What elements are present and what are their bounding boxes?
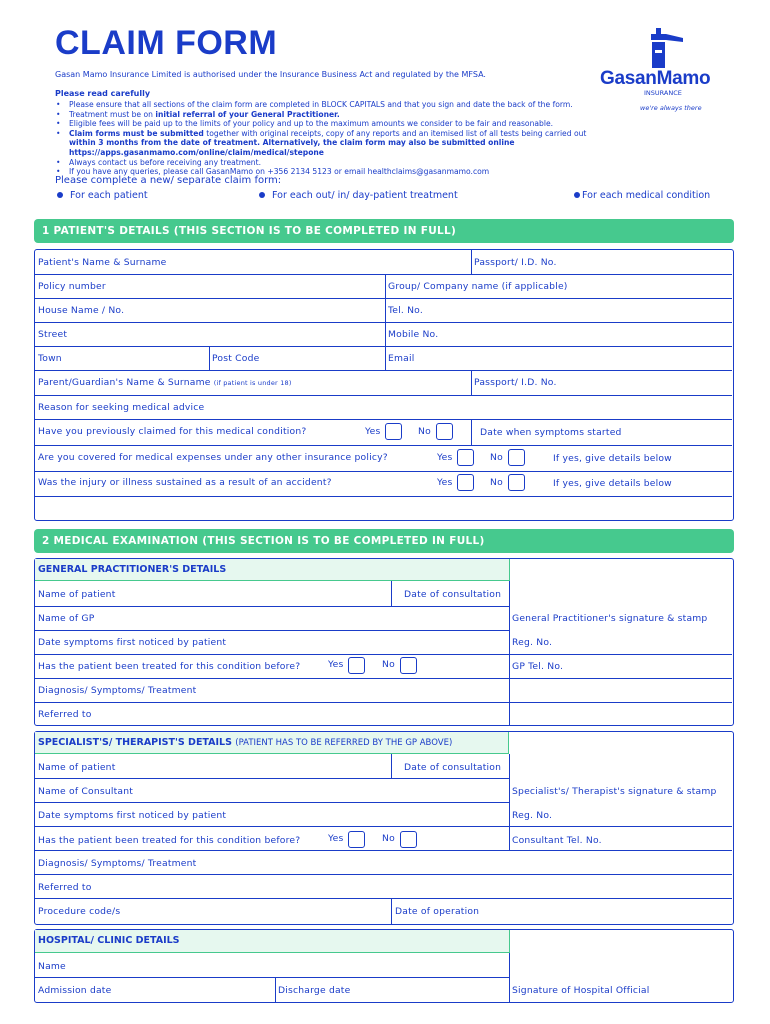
option-each-patient: For each patient bbox=[57, 190, 148, 201]
guardian-passport-field[interactable]: Passport/ I.D. No. bbox=[474, 377, 557, 388]
list-item: • Please ensure that all sections of the claim form are completed in BLOCK CAPITALS and that you sign and date the back of the form. bbox=[55, 100, 745, 110]
hospital-name-field[interactable]: Name bbox=[38, 961, 66, 972]
yes-label: Yes bbox=[437, 452, 453, 463]
sp-treated-yes-checkbox[interactable] bbox=[348, 831, 365, 848]
sp-q-treated: Has the patient been treated for this condition before? bbox=[38, 835, 301, 846]
gp-q-treated: Has the patient been treated for this condition before? bbox=[38, 661, 301, 672]
section-1-header: 1 PATIENT'S DETAILS (THIS SECTION IS TO BE COMPLETED IN FULL) bbox=[34, 219, 734, 243]
gp-patient-name-field[interactable]: Name of patient bbox=[38, 589, 116, 600]
claimed-no-checkbox[interactable] bbox=[436, 423, 453, 440]
bullet-icon bbox=[57, 192, 63, 198]
guardian-field[interactable]: Parent/Guardian's Name & Surname (if patient is under 18) bbox=[38, 377, 292, 388]
option-each-condition: For each medical condition bbox=[574, 190, 710, 201]
list-item: within 3 months from the date of treatment. Alternatively, the claim form may also be submitted online https://apps.gasanmamo.com/online/claim/medical/stepone bbox=[69, 138, 515, 157]
hospital-signature-field[interactable]: Signature of Hospital Official bbox=[512, 985, 650, 996]
sp-patient-name-field[interactable]: Name of patient bbox=[38, 762, 116, 773]
if-yes-note: If yes, give details below bbox=[553, 478, 672, 489]
sp-referred-field[interactable]: Referred to bbox=[38, 882, 92, 893]
sp-signature-field[interactable]: Specialist's/ Therapist's signature & stamp bbox=[512, 786, 717, 797]
specialist-details-box bbox=[34, 731, 734, 925]
no-label: No bbox=[382, 833, 395, 844]
gp-date-consultation-field[interactable]: Date of consultation bbox=[404, 589, 502, 600]
q-previously-claimed: Have you previously claimed for this medical condition? bbox=[38, 426, 307, 437]
mobile-field[interactable]: Mobile No. bbox=[388, 329, 439, 340]
gp-date-noticed-field[interactable]: Date symptoms first noticed by patient bbox=[38, 637, 227, 648]
email-field[interactable]: Email bbox=[388, 353, 415, 364]
page-title: CLAIM FORM bbox=[55, 24, 278, 62]
bullet-icon bbox=[259, 192, 265, 198]
sp-consultant-tel-field[interactable]: Consultant Tel. No. bbox=[512, 835, 602, 846]
street-field[interactable]: Street bbox=[38, 329, 68, 340]
discharge-date-field[interactable]: Discharge date bbox=[278, 985, 351, 996]
admission-date-field[interactable]: Admission date bbox=[38, 985, 112, 996]
post-code-field[interactable]: Post Code bbox=[212, 353, 260, 364]
hospital-details-box bbox=[34, 929, 734, 1003]
hospital-heading: HOSPITAL/ CLINIC DETAILS bbox=[35, 930, 510, 953]
specialist-heading: SPECIALIST'S/ THERAPIST'S DETAILS (PATIENT HAS TO BE REFERRED BY THE GP ABOVE) bbox=[35, 732, 509, 754]
passport-field[interactable]: Passport/ I.D. No. bbox=[474, 257, 557, 268]
policy-number-field[interactable]: Policy number bbox=[38, 281, 106, 292]
sp-date-operation-field[interactable]: Date of operation bbox=[395, 906, 480, 917]
yes-label: Yes bbox=[328, 833, 344, 844]
list-item: • If you have any queries, please call GasanMamo on +356 2134 5123 or email healthclaims@gasanmamo.com bbox=[55, 167, 745, 177]
gp-details-box bbox=[34, 558, 734, 726]
q-accident: Was the injury or illness sustained as a result of an accident? bbox=[38, 477, 332, 488]
no-label: No bbox=[382, 659, 395, 670]
no-label: No bbox=[418, 426, 431, 437]
list-item: • Eligible fees will be paid up to the limits of your policy and up to the maximum amounts we consider to be fair and reasonable. bbox=[55, 119, 745, 129]
list-item: • Claim forms must be submitted together with original receipts, copy of any reports and an itemised list of all tests being carried out bbox=[55, 129, 745, 139]
sp-consultant-name-field[interactable]: Name of Consultant bbox=[38, 786, 134, 797]
section-2-header: 2 MEDICAL EXAMINATION (THIS SECTION IS TO BE COMPLETED IN FULL) bbox=[34, 529, 734, 553]
accident-no-checkbox[interactable] bbox=[508, 474, 525, 491]
logo-tagline: we're always there bbox=[640, 104, 702, 112]
gp-tel-field[interactable]: GP Tel. No. bbox=[512, 661, 564, 672]
sp-date-noticed-field[interactable]: Date symptoms first noticed by patient bbox=[38, 810, 227, 821]
instructions-list bbox=[55, 100, 745, 177]
gp-heading: GENERAL PRACTITIONER'S DETAILS bbox=[35, 559, 510, 581]
sp-date-consultation-field[interactable]: Date of consultation bbox=[404, 762, 502, 773]
list-item: • Treatment must be on initial referral of your General Practitioner. bbox=[55, 110, 745, 120]
sp-treated-no-checkbox[interactable] bbox=[400, 831, 417, 848]
yes-label: Yes bbox=[437, 477, 453, 488]
gp-reg-field[interactable]: Reg. No. bbox=[512, 637, 553, 648]
bullet-icon bbox=[574, 192, 580, 198]
covered-no-checkbox[interactable] bbox=[508, 449, 525, 466]
gp-referred-field[interactable]: Referred to bbox=[38, 709, 92, 720]
claimed-yes-checkbox[interactable] bbox=[385, 423, 402, 440]
sp-procedure-field[interactable]: Procedure code/s bbox=[38, 906, 121, 917]
no-label: No bbox=[490, 452, 503, 463]
group-company-field[interactable]: Group/ Company name (if applicable) bbox=[388, 281, 568, 292]
town-field[interactable]: Town bbox=[38, 353, 62, 364]
logo-insurance: INSURANCE bbox=[644, 89, 682, 97]
complete-note: Please complete a new/ separate claim form: bbox=[55, 175, 282, 186]
logo-wordmark: GasanMamo bbox=[600, 68, 711, 89]
reason-field[interactable]: Reason for seeking medical advice bbox=[38, 402, 205, 413]
list-item: • Always contact us before receiving any treatment. bbox=[55, 158, 745, 168]
gp-treated-no-checkbox[interactable] bbox=[400, 657, 417, 674]
if-yes-note: If yes, give details below bbox=[553, 453, 672, 464]
accident-yes-checkbox[interactable] bbox=[457, 474, 474, 491]
no-label: No bbox=[490, 477, 503, 488]
gp-signature-field[interactable]: General Practitioner's signature & stamp bbox=[512, 613, 708, 624]
sp-reg-field[interactable]: Reg. No. bbox=[512, 810, 553, 821]
gp-name-field[interactable]: Name of GP bbox=[38, 613, 95, 624]
house-field[interactable]: House Name / No. bbox=[38, 305, 125, 316]
gp-diagnosis-field[interactable]: Diagnosis/ Symptoms/ Treatment bbox=[38, 685, 197, 696]
option-each-treatment: For each out/ in/ day-patient treatment bbox=[259, 190, 458, 201]
yes-label: Yes bbox=[328, 659, 344, 670]
sp-diagnosis-field[interactable]: Diagnosis/ Symptoms/ Treatment bbox=[38, 858, 197, 869]
date-symptoms-field[interactable]: Date when symptoms started bbox=[480, 427, 622, 438]
gp-treated-yes-checkbox[interactable] bbox=[348, 657, 365, 674]
authorisation-note: Gasan Mamo Insurance Limited is authorised under the Insurance Business Act and regulated by the MFSA. bbox=[55, 70, 486, 79]
yes-label: Yes bbox=[365, 426, 381, 437]
lighthouse-icon bbox=[639, 28, 683, 68]
instructions-heading: Please read carefully bbox=[55, 89, 151, 98]
patient-details-box bbox=[34, 249, 734, 521]
tel-field[interactable]: Tel. No. bbox=[388, 305, 423, 316]
patient-name-field[interactable]: Patient's Name & Surname bbox=[38, 257, 167, 268]
q-other-insurance: Are you covered for medical expenses under any other insurance policy? bbox=[38, 452, 388, 463]
covered-yes-checkbox[interactable] bbox=[457, 449, 474, 466]
